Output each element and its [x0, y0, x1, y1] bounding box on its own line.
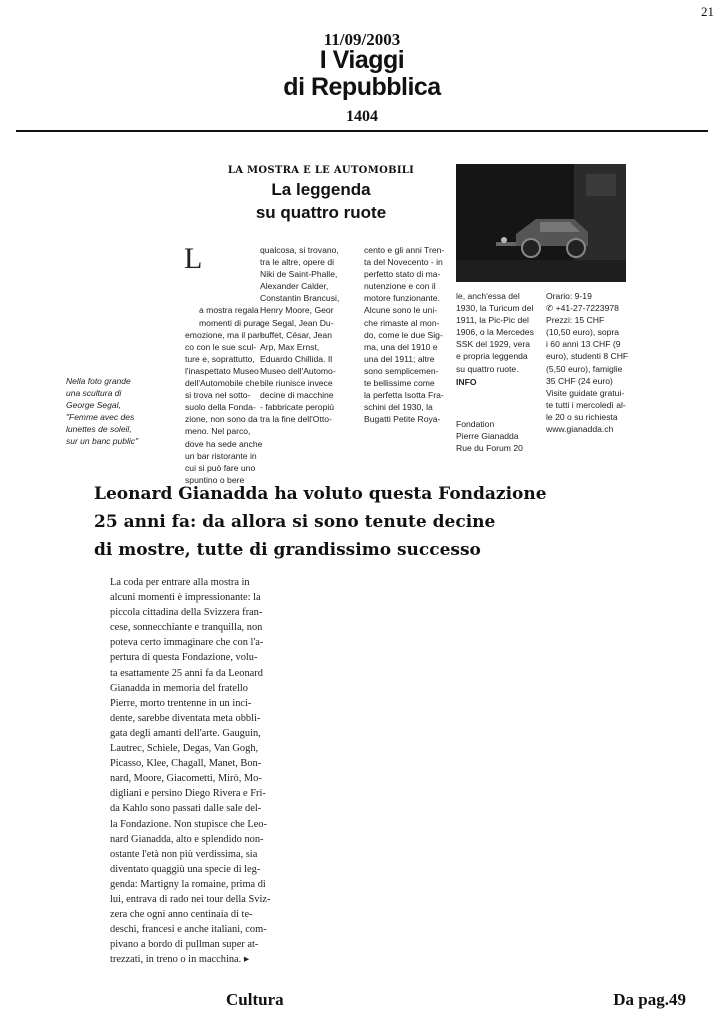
column-1-line: spuntino o bere: [185, 474, 245, 485]
article-kicker: LA MOSTRA E LE AUTOMOBILI: [227, 165, 415, 176]
page-number: 21: [701, 4, 714, 19]
article-body: La coda per entrare alla mostra in alcuni momenti è impressionante: la piccola cittadina della Svizzera fran- cese, sonnecchiante e tranquilla, non poteva certo immaginare che con l'a- pertura di questa Fondazione, volu- ta esattamente 25 anni fa da Leonard Gianadda in memoria del fratello Pierre, morto trentenne in un inci- dente, sarebbe diventata meta obbli- gata degli amanti dell'arte. Gauguin, Lautrec, Schiele, Degas, Van Gogh, Picasso, Klee, Chagall, Manet, Bon- nard, Moore, Giacometti, Mirò, Mo- digliani e persino Diego Rivera e Fri- da Kahlo sono passati dalle sale del- la Fondazione. Non stupisce che Leo- nard Gianadda, alto e splendido non- ostante l'età non più verdissima, sia diventato quaggiù una specie di leg- genda: Martigny la romaine, prima di lui, entrava di rado nei tour della Sviz- zera che ogni anno centinaia di te- deschi, francesi e anche italiani, com- pivano a bordo di pullman super at- trezzati, in treno o in macchina. ▸: [110, 577, 271, 966]
masthead-subtitle: di Repubblica: [283, 73, 441, 101]
column-1-line: zione, non sono da: [185, 414, 258, 425]
article-headline-line1: La leggenda: [271, 180, 371, 199]
column-1-line: emozione, ma il par-: [185, 329, 263, 340]
article-column-4: le, anch'essa del 1930, la Turicum del 1911, la Pic-Pic del 1906, o la Mercedes SSK del 1929, vera e propria leggenda su quattro ruote.: [456, 291, 534, 374]
pull-quote-line1: Leonard Gianadda ha voluto questa Fondazione: [94, 484, 547, 504]
footer-continued: Da pag.49: [613, 990, 686, 1009]
article-column-3: cento e gli anni Tren- ta del Novecento - in perfetto stato di ma- nutenzione e con il motore funzionante. Alcune sono le uni- che rimaste al mon- do, come le due Sig- ma, una del 1910 e una del 1911; altre sono semplicemen- te bellissime come la perfetta Isotta Fra- schini del 1930, la Bugatti Petite Roya-: [364, 245, 445, 425]
pull-quote-line2: 25 anni fa: da allora si sono tenute decine: [94, 512, 496, 532]
footer-section: Cultura: [226, 990, 284, 1009]
header-divider: [16, 130, 708, 132]
column-1-line: suolo della Fonda-: [185, 402, 256, 413]
info-address: Fondation Pierre Gianadda Rue du Forum 20: [456, 419, 523, 454]
column-1-line: dell'Automobile che: [185, 378, 260, 389]
column-1-text: [185, 304, 263, 485]
photo-caption: Nella foto grande una scultura di George Segal, "Femme avec des lunettes de soleil, sur un banc public": [66, 376, 139, 446]
column-1-line: ture e, soprattutto,: [185, 353, 255, 364]
issue-number: 1404: [346, 108, 378, 125]
masthead-title: I Viaggi: [319, 46, 405, 74]
column-1-line: l'inaspettato Museo: [185, 365, 259, 376]
column-1-line: co con le sue scul-: [185, 341, 257, 352]
pull-quote-line3: di mostre, tutte di grandissimo successo: [94, 540, 481, 560]
column-1-line: un bar ristorante in: [185, 450, 257, 461]
column-1-line: dove ha sede anche: [185, 438, 263, 449]
column-1-line: momenti di pura: [199, 317, 261, 328]
publication-date: 11/09/2003: [323, 30, 401, 49]
column-1-line: cui si può fare uno: [185, 462, 256, 473]
article-headline-line2: su quattro ruote: [255, 203, 387, 222]
article-column-1: [185, 244, 263, 522]
column-1-line: si trova nel sotto-: [185, 390, 251, 401]
car-photo: [456, 164, 626, 282]
column-1-line: meno. Nel parco,: [185, 426, 251, 437]
info-label: INFO: [456, 377, 477, 387]
info-details: Orario: 9-19 ✆ +41-27-7223978 Prezzi: 15 CHF (10,50 euro), sopra i 60 anni 13 CHF (9 euro), studenti 8 CHF (5,50 euro), famiglie 35 CHF (24 euro) Visite guidate gratui- te tutti i mercoledì al- le 20 o su richiesta www.gianadda.ch: [546, 291, 629, 435]
column-1-line: a mostra regala: [199, 305, 259, 316]
article-column-2: qualcosa, si trovano, tra le altre, opere di Niki de Saint-Phalle, Alexander Calder, Constantin Brancusi, Henry Moore, Geor ge Segal, Jean Du- buffet, César, Jean Arp, Max Ernst, Eduardo Chillida. Il Museo dell'Automo- bile riunisce invece decine di macchine - fabbricate peropiù tra la fine dell'Otto-: [260, 245, 340, 425]
drop-cap: L: [184, 242, 203, 275]
